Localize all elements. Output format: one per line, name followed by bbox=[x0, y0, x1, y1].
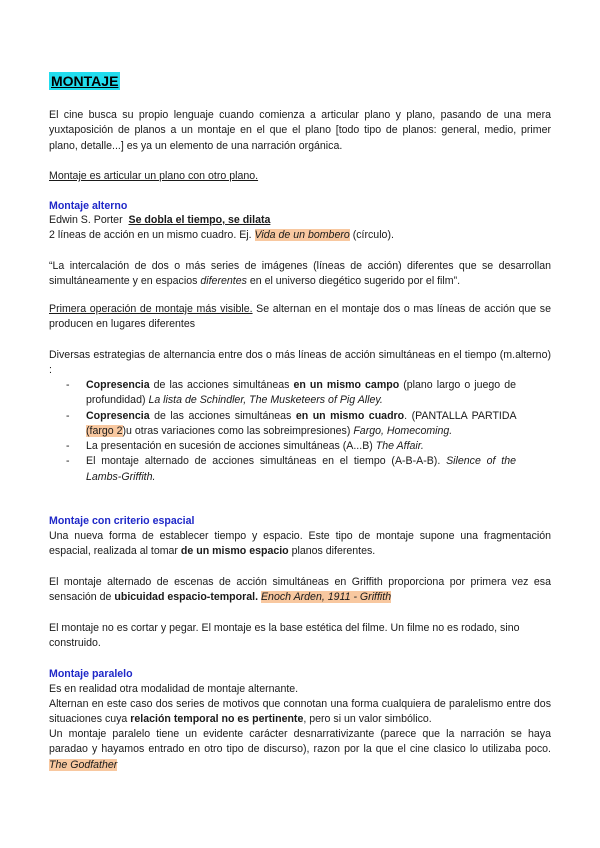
paralelo-l3-highlight: The Godfather bbox=[49, 758, 118, 771]
list-item bbox=[66, 439, 516, 454]
primera-paragraph bbox=[49, 302, 551, 333]
list-item bbox=[66, 378, 516, 409]
quote-paragraph bbox=[49, 259, 551, 290]
espacial-paragraph-1 bbox=[49, 529, 551, 560]
definition-line bbox=[49, 169, 551, 184]
item2-italic: Fargo, Homecoming. bbox=[353, 424, 453, 437]
item2-bold: Copresencia bbox=[86, 409, 150, 422]
item2-highlight: (fargo 2 bbox=[86, 424, 123, 437]
paralelo-paragraph-3 bbox=[49, 727, 551, 773]
strategies-list bbox=[66, 378, 516, 485]
paralelo-paragraph-2 bbox=[49, 697, 551, 728]
espacial-p2-highlight: Enoch Arden, 1911 - Griffith bbox=[260, 591, 392, 604]
quote-text-a: “La intercalación de dos o más series de imágenes (líneas de acción) diferentes que se desarrollan simultáneamente y en espacios bbox=[49, 260, 551, 288]
intro-text: El cine busca su propio lenguaje cuando comienza a articular plano y plano, pasando de una mera yuxtaposición de planos a un montaje en el que el plano [todo tipo de planos: general, medio, primer plano, detalle...] es ya un elemento de una narración orgánica. bbox=[49, 109, 551, 152]
example-suffix: (círculo). bbox=[352, 229, 394, 241]
primera-rest: Se alternan en el montaje dos o mas líneas de acción que se producen en lugares diferentes bbox=[49, 303, 551, 331]
espacial-paragraph-3 bbox=[49, 621, 551, 652]
item1-bold-2: en un mismo campo bbox=[293, 379, 400, 391]
section-heading-paralelo: Montaje paralelo bbox=[49, 668, 133, 680]
example-line bbox=[49, 228, 551, 243]
item2-text-2: . (PANTALLA PARTIDA bbox=[404, 409, 516, 422]
quote-text-b: en el universo diegético sugerido por el film”. bbox=[249, 275, 461, 288]
espacial-p2-bold: ubicuidad espacio-temporal. bbox=[114, 591, 259, 604]
paralelo-l3-text: Un montaje paralelo tiene un evidente carácter desnarrativizante (parece que la narración se haya paradao y hayamos entrado en otro tipo de discurso), razon por la que el cine clasico lo utilizaba poco. bbox=[49, 728, 551, 756]
espacial-paragraph-2 bbox=[49, 575, 551, 606]
espacial-p1-bold: de un mismo espacio bbox=[180, 545, 289, 558]
diversas-paragraph bbox=[49, 348, 551, 379]
porter-line bbox=[49, 213, 551, 228]
primera-underlined: Primera operación de montaje más visible. bbox=[49, 303, 253, 315]
item4-italic: Silence of the Lambs-Griffith. bbox=[86, 455, 516, 483]
list-item bbox=[66, 409, 516, 440]
item2-bold-2: en un mismo cuadro bbox=[295, 409, 405, 422]
item1-bold: Copresencia bbox=[86, 379, 150, 391]
paralelo-l2-text-2: , pero si un valor simbólico. bbox=[303, 713, 432, 726]
item1-text: de las acciones simultáneas bbox=[153, 379, 290, 391]
example-prefix: 2 líneas de acción en un mismo cuadro. Ej. bbox=[49, 229, 252, 241]
porter-name: Edwin S. Porter bbox=[49, 214, 123, 226]
example-film-highlight: Vida de un bombero bbox=[254, 229, 350, 241]
porter-bold-text: Se dobla el tiempo, se dilata bbox=[128, 214, 271, 226]
item2-text-3: )u otras variaciones como las sobreimpresiones) bbox=[122, 424, 351, 437]
section-heading-espacial: Montaje con criterio espacial bbox=[49, 515, 195, 527]
espacial-p2-text: El montaje alternado de escenas de acción simultáneas en Griffith proporciona por primera vez esa sensación de bbox=[49, 576, 551, 604]
quote-italic: diferentes bbox=[200, 275, 247, 288]
paralelo-l1-text: Es en realidad otra modalidad de montaje alternante. bbox=[49, 683, 299, 695]
paralelo-line-1 bbox=[49, 682, 551, 697]
item3-italic: The Affair. bbox=[375, 440, 424, 453]
diversas-text: Diversas estrategias de alternancia entre dos o más líneas de acción simultáneas en el tiempo (m.alterno) : bbox=[49, 349, 551, 377]
espacial-p1-text: Una nueva forma de establecer tiempo y espacio. Este tipo de montaje supone una fragmentación espacial, realizada al tomar bbox=[49, 530, 551, 558]
item1-italic: La lista de Schindler, The Musketeers of Pig Alley. bbox=[148, 394, 383, 407]
paralelo-l2-bold: relación temporal no es pertinente bbox=[130, 713, 304, 726]
page-title: MONTAJE bbox=[51, 73, 119, 89]
espacial-p1-text-2: planos diferentes. bbox=[291, 545, 376, 558]
paralelo-l2-text: Alternan en este caso dos series de motivos que connotan una forma cualquiera de paralelismo entre dos situaciones cuya bbox=[49, 698, 551, 726]
definition-text: Montaje es articular un plano con otro plano. bbox=[49, 170, 259, 182]
item2-text: de las acciones simultáneas bbox=[154, 409, 292, 422]
item3-text: La presentación en sucesión de acciones simultáneas (A...B) bbox=[86, 440, 373, 453]
espacial-p3-text: El montaje no es cortar y pegar. El montaje es la base estética del filme. Un filme no es rodado, sino construido. bbox=[49, 622, 520, 650]
intro-paragraph bbox=[49, 108, 551, 154]
item1-text-2: (plano largo o juego de profundidad) bbox=[86, 379, 516, 407]
item4-text: El montaje alternado de acciones simultáneas en el tiempo (A-B-A-B). bbox=[86, 455, 441, 468]
list-item bbox=[66, 454, 516, 485]
section-heading-alterno: Montaje alterno bbox=[49, 200, 128, 212]
